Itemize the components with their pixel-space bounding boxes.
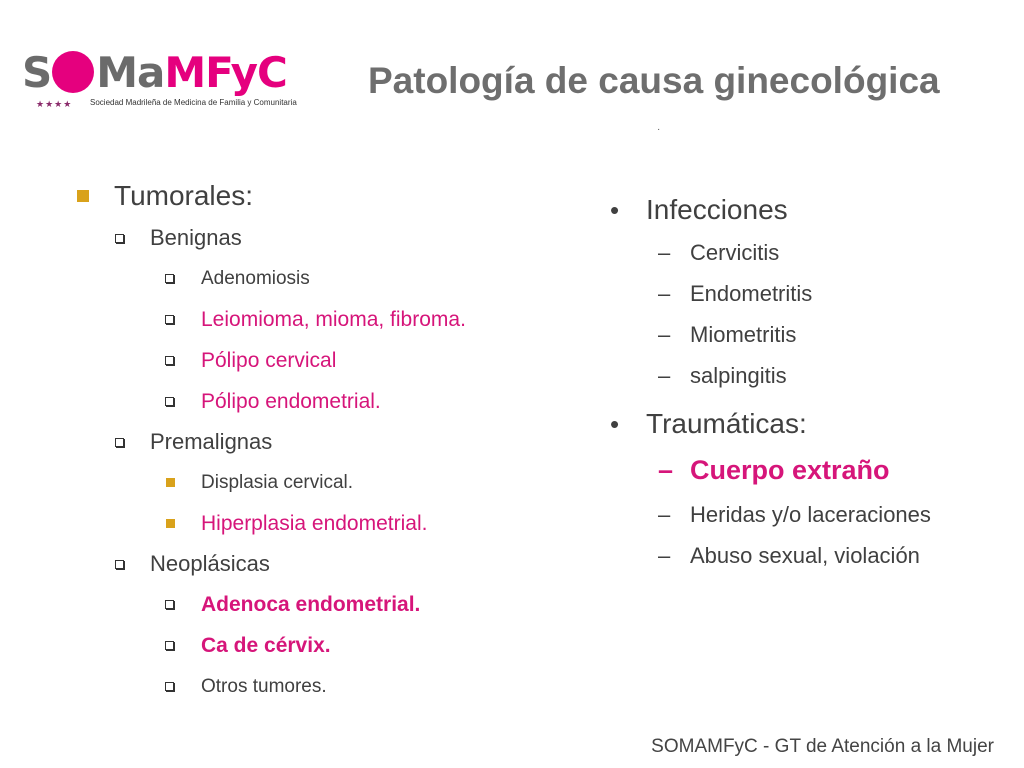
item-text: Heridas y/o laceraciones [690, 502, 931, 527]
dash-bullet-icon: – [658, 363, 671, 388]
hollow-square-bullet-icon [115, 234, 124, 243]
dash-bullet-icon: – [658, 281, 671, 306]
hollow-square-bullet-icon [165, 315, 174, 324]
item-text: Abuso sexual, violación [690, 543, 920, 568]
item-text: Leiomioma, mioma, fibroma. [201, 308, 466, 331]
list-item-benignas [74, 218, 574, 258]
list-item [74, 340, 574, 381]
list-item [604, 355, 1014, 396]
item-text: Adenomiosis [201, 268, 310, 289]
item-text: Ca de cérvix. [201, 634, 331, 657]
list-item [74, 584, 574, 625]
hollow-square-bullet-icon [165, 274, 174, 283]
tumorales-label: Tumorales: [114, 180, 254, 211]
item-text: Endometritis [690, 281, 813, 306]
logo-subtitle: Sociedad Madrileña de Medicina de Familia y Comunitaria [90, 98, 297, 107]
gold-square-bullet-icon [77, 190, 89, 202]
hollow-square-bullet-icon [165, 600, 174, 609]
list-item [74, 462, 574, 503]
premalignas-label: Premalignas [150, 429, 273, 454]
dash-bullet-icon: – [658, 455, 674, 485]
item-text: Otros tumores. [201, 676, 327, 697]
item-text: Adenoca endometrial. [201, 593, 421, 616]
list-item-premalignas [74, 422, 574, 462]
list-item-traumaticas [604, 402, 1014, 446]
dash-bullet-icon: – [658, 543, 671, 568]
item-text: Cuerpo extraño [690, 455, 890, 485]
dash-bullet-icon: – [658, 240, 671, 265]
somamfyc-logo [22, 46, 312, 116]
benignas-label: Benignas [150, 225, 242, 250]
list-item [604, 232, 1014, 273]
traumaticas-label: Traumáticas: [646, 408, 807, 439]
slide-title: Patología de causa ginecológica [368, 60, 940, 101]
hollow-square-bullet-icon [165, 682, 174, 691]
round-bullet-icon: • [610, 409, 620, 439]
logo-pink-circle [52, 51, 94, 93]
dash-bullet-icon: – [658, 502, 671, 527]
dash-bullet-icon: – [658, 322, 671, 347]
hollow-square-bullet-icon [115, 438, 124, 447]
list-item-neoplasicas [74, 544, 574, 584]
logo-stars-icon: ★★★★ [36, 99, 73, 109]
list-item [74, 381, 574, 422]
item-text: Pólipo cervical [201, 349, 337, 372]
logo-wordmark: S Ma MFyC [22, 47, 287, 97]
gold-square-bullet-icon [166, 478, 175, 487]
list-item [74, 258, 574, 299]
item-text: Miometritis [690, 322, 797, 347]
separator-dot: · [657, 124, 661, 135]
list-item [74, 666, 574, 707]
slide-footer: SOMAMFyC - GT de Atención a la Mujer [651, 736, 994, 757]
hollow-square-bullet-icon [115, 560, 124, 569]
item-text: Pólipo endometrial. [201, 390, 381, 413]
hollow-square-bullet-icon [165, 641, 174, 650]
list-item [604, 314, 1014, 355]
neoplasicas-label: Neoplásicas [150, 551, 270, 576]
hollow-square-bullet-icon [165, 356, 174, 365]
list-item [74, 299, 574, 340]
item-text: Cervicitis [690, 240, 780, 265]
list-item [74, 503, 574, 544]
list-item-infecciones [604, 188, 1014, 232]
right-column [604, 188, 1014, 576]
gold-square-bullet-icon [166, 519, 175, 528]
hollow-square-bullet-icon [165, 397, 174, 406]
list-item [604, 446, 1014, 494]
left-column [74, 174, 574, 707]
list-item-tumorales [74, 174, 574, 218]
item-text: salpingitis [690, 363, 787, 388]
round-bullet-icon: • [610, 195, 620, 225]
list-item [604, 535, 1014, 576]
list-item [604, 494, 1014, 535]
infecciones-label: Infecciones [646, 194, 788, 225]
item-text: Hiperplasia endometrial. [201, 512, 428, 535]
item-text: Displasia cervical. [201, 472, 354, 493]
list-item [604, 273, 1014, 314]
list-item [74, 625, 574, 666]
